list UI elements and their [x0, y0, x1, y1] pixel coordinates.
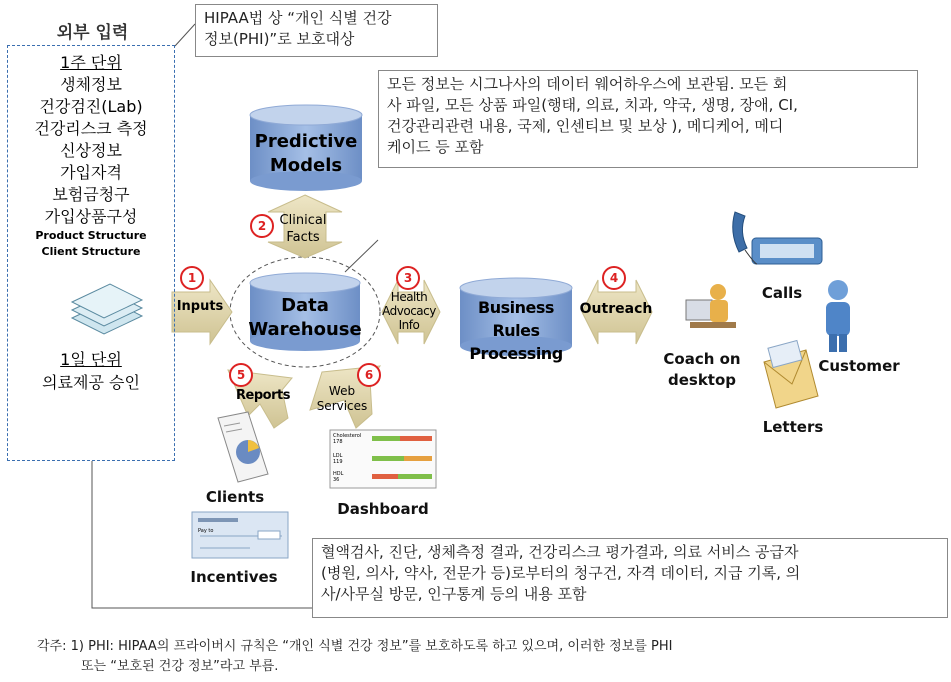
external-input-title: 외부 입력: [56, 23, 129, 43]
weekly-item: 건강검진(Lab): [39, 97, 143, 116]
customer-label: Customer: [818, 357, 900, 375]
predictive-line: Predictive: [254, 131, 358, 152]
dashboard-label: Dashboard: [337, 500, 429, 518]
warehouse-callout: [378, 70, 918, 168]
daily-section: [7, 348, 175, 394]
warehouse-line: Warehouse: [248, 319, 362, 340]
warehouse-line: Data: [281, 295, 329, 316]
predictive-line: Models: [269, 155, 343, 176]
coach-desktop-graphic: [686, 284, 736, 328]
inputs-label: Inputs: [176, 299, 224, 314]
letters-label: Letters: [762, 418, 824, 436]
clients-report-icon: [218, 412, 268, 482]
incentives-label: Incentives: [190, 568, 278, 586]
predictive-models-label: [250, 130, 362, 178]
dashboard-row: [333, 471, 343, 483]
business-line: Business Rules: [478, 298, 554, 340]
flow-number-6: 6: [357, 363, 381, 387]
daily-item: 의료제공 승인: [42, 373, 140, 392]
dashboard-row-value: 36: [333, 477, 340, 483]
telephone-graphic: [733, 212, 822, 264]
flow-number-1: 1: [180, 266, 204, 290]
warehouse-line: 사 파일, 모든 상품 파일(행태, 의료, 치과, 약국, 생명, 장애, CI,: [387, 96, 798, 114]
customer-graphic: [826, 280, 850, 352]
incentives-check-graphic: [192, 512, 288, 558]
weekly-small-item: Product Structure: [35, 229, 147, 242]
hipaa-line: 정보(PHI)”로 보호대상: [204, 30, 355, 48]
dashboard-row-value: 178: [333, 439, 343, 445]
claims-line: 혈액검사, 진단, 생체측정 결과, 건강리스크 평가결과, 의료 서비스 공급자: [321, 543, 799, 561]
footnote: [37, 637, 672, 677]
check-pay-to: Pay to: [198, 528, 214, 534]
coach-line: desktop: [667, 371, 737, 389]
calls-label: Calls: [761, 284, 803, 302]
footnote-line: 각주: 1) PHI: HIPAA의 프라이버시 규칙은 “개인 식별 건강 정보”를 보호하도록 하고 있으며, 이러한 정보를 PHI: [37, 639, 673, 654]
hipaa-callout: [195, 4, 438, 57]
dashboard-row-name: Cholesterol: [333, 433, 362, 439]
weekly-item: 생체정보: [60, 75, 122, 94]
clients-label: Clients: [205, 488, 265, 506]
weekly-small-item: Client Structure: [41, 245, 141, 258]
reports-label: Reports: [236, 388, 290, 403]
outreach-label: Outreach: [579, 301, 653, 317]
claims-line: (병원, 의사, 약사, 전문가 등)로부터의 청구건, 자격 데이터, 지급 기록, 의: [321, 564, 801, 582]
dashboard-row-name: HDL: [333, 471, 344, 477]
coach-label: [656, 349, 748, 391]
letters-envelope-graphic: [764, 340, 818, 408]
dashboard-row: [333, 453, 343, 465]
business-rules-label: [452, 296, 580, 365]
flow-number-5: 5: [229, 363, 253, 387]
dashboard-row-name: LDL: [333, 453, 343, 459]
weekly-item: 보험금청구: [52, 185, 130, 204]
data-warehouse-label: [245, 294, 365, 342]
warehouse-line: 건강관리관련 내용, 국제, 인센티브 및 보상 ), 메디케어, 메디: [387, 117, 784, 135]
web-services-label: Web Services: [316, 384, 368, 413]
claims-line: 사/사무실 방문, 인구통계 등의 내용 포함: [321, 585, 587, 603]
business-line: Processing: [469, 344, 563, 363]
footnote-line: 또는 “보호된 건강 정보”라고 부름.: [81, 659, 279, 674]
coach-line: Coach on: [663, 350, 741, 368]
warehouse-line: 케이드 등 포함: [387, 138, 484, 156]
warehouse-line: 모든 정보는 시그나사의 데이터 웨어하우스에 보관됨. 모든 회: [387, 75, 788, 93]
external-input-list: [7, 52, 175, 260]
weekly-item: 가입자격: [60, 163, 122, 182]
claims-callout: [312, 538, 948, 618]
health-advocacy-label: Health Advocacy Info: [382, 290, 436, 332]
weekly-header: 1주 단위: [60, 53, 122, 72]
weekly-item: 건강리스크 측정: [34, 119, 148, 138]
clinical-facts-label: Clinical Facts: [279, 213, 327, 245]
weekly-item: 가입상품구성: [44, 207, 138, 226]
dashboard-row-value: 119: [333, 459, 343, 465]
flow-number-4: 4: [602, 266, 626, 290]
dashboard-row: [333, 433, 361, 445]
weekly-item: 신상정보: [60, 141, 122, 160]
hipaa-line: HIPAA법 상 “개인 식별 건강: [204, 9, 392, 27]
flow-number-3: 3: [396, 266, 420, 290]
flow-number-2: 2: [250, 214, 274, 238]
daily-header: 1일 단위: [60, 350, 122, 369]
